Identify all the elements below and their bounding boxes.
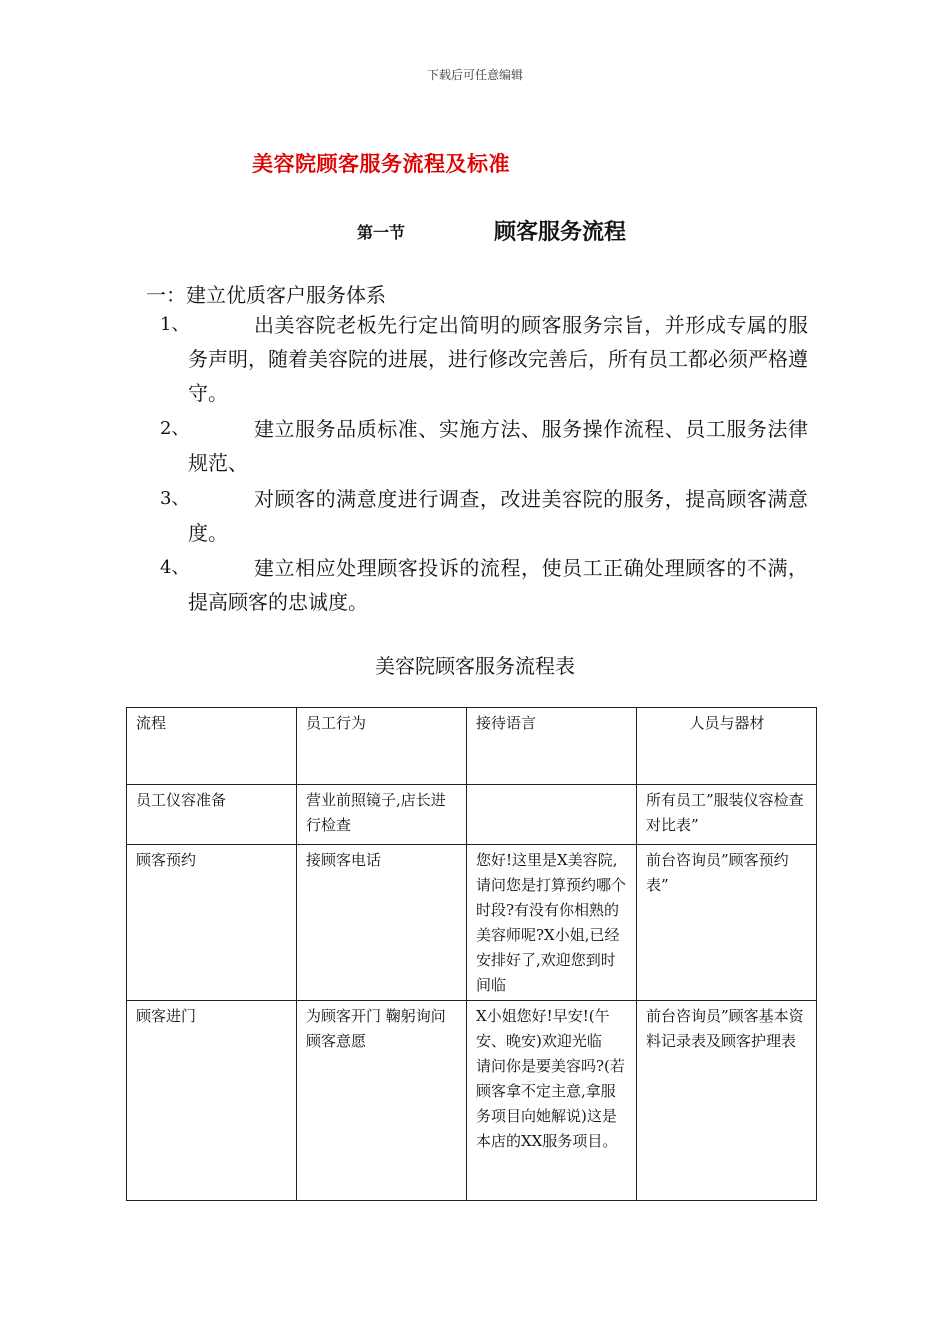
cell-process: 员工仪容准备 [127,785,297,845]
cell-behavior: 为顾客开门 鞠躬询问顾客意愿 [297,1001,467,1201]
section-title: 顾客服务流程 [494,220,627,245]
cell-process: 顾客进门 [127,1001,297,1201]
list-item [160,308,808,410]
cell-process: 顾客预约 [127,845,297,1001]
column-header-process: 流程 [127,708,297,785]
list-item [160,412,808,480]
column-header-behavior: 员工行为 [297,708,467,785]
list-item-number: 1、 [160,314,190,335]
list-item-number: 2、 [160,418,190,439]
list-item-text: 出美容院老板先行定出简明的顾客服务宗旨，并形成专属的服务声明，随着美容院的进展，进行修改完善后，所有员工都必须严格遵守。 [188,313,808,405]
cell-staff: 所有员工”服装仪容检查对比表” [637,785,817,845]
column-header-staff: 人员与器材 [637,708,817,785]
list-item-text: 对顾客的满意度进行调查，改进美容院的服务，提高顾客满意度。 [188,487,808,545]
list-item-number: 4、 [160,557,190,578]
document-title: 美容院顾客服务流程及标准 [252,152,510,176]
list-item [160,482,808,550]
list-item [160,551,808,619]
list-item-text: 建立相应处理顾客投诉的流程，使员工正确处理顾客的不满，提高顾客的忠诚度。 [188,556,808,614]
header-note: 下载后可任意编辑 [426,68,523,82]
cell-language [467,1001,637,1201]
table-row [127,845,817,1001]
cell-language: 您好!这里是X美容院,请问您是打算预约哪个时段?有没有你相熟的美容师呢?X小姐,已经安排好了,欢迎您到时间临 [467,845,637,1001]
cell-behavior: 接顾客电话 [297,845,467,1001]
list-item-text: 建立服务品质标准、实施方法、服务操作流程、员工服务法律规范、 [188,417,808,475]
column-header-language: 接待语言 [467,708,637,785]
cell-language [467,785,637,845]
table-row [127,1001,817,1201]
service-flow-table [126,707,817,1201]
list-item-number: 3、 [160,488,190,509]
table-caption: 美容院顾客服务流程表 [375,654,575,678]
cell-language-line: X小姐您好!早安!(午安、晚安)欢迎光临 [476,1007,610,1050]
table-row [127,785,817,845]
cell-staff: 前台咨询员”顾客基本资料记录表及顾客护理表 [637,1001,817,1201]
cell-behavior: 营业前照镜子,店长进行检查 [297,785,467,845]
section-label: 第一节 [357,223,406,242]
cell-language-line: 请问你是要美容吗?(若顾客拿不定主意,拿服务项目向她解说)这是本店的XX服务项目。 [476,1057,625,1150]
table-header-row [127,708,817,785]
cell-staff: 前台咨询员”顾客预约表” [637,845,817,1001]
part-heading: 一：建立优质客户服务体系 [146,283,386,307]
